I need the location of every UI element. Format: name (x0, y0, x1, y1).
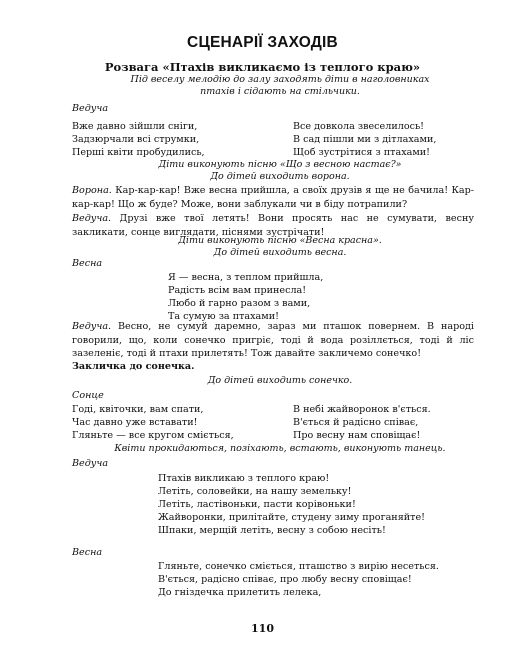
verse-line: Перші квіти пробудились, (72, 147, 205, 158)
role-label-vesna-2: Весна (72, 547, 103, 558)
event-title: Розвага «Птахів викликаємо із теплого краю» (104, 60, 421, 74)
direction-line: До дітей виходить сонечко. (207, 375, 353, 386)
verse-line: Все довкола звеселилось! (293, 121, 425, 132)
verse-line: В'ється, радісно співає, про любу весну сповіщає! (158, 574, 412, 585)
direction-line: птахів і сідають на стільчики. (200, 86, 360, 97)
paragraph-text: Кар-кар-кар! Вже весна прийшла, а своїх друзів я ще не бачила! Кар-кар-кар! Що ж буде? Може, вони заблукали чи в біду потрапили? (72, 185, 474, 210)
page-number: 110 (251, 622, 274, 635)
speaker-name: Ведуча. (72, 321, 112, 332)
paragraph-text: Друзі вже твої летять! Вони просять нас не сумувати, весну закликати, сонце виглядати, піснями зустрічати! (72, 213, 474, 238)
paragraph-vorona (72, 184, 474, 211)
verse-line: Про весну нам сповіщає! (293, 430, 421, 441)
stage-direction-2 (70, 159, 490, 183)
verse-line: Час давно уже вставати! (72, 417, 198, 428)
verse-2-right (293, 403, 431, 442)
speaker-name: Ведуча. (72, 213, 112, 224)
role-label-vedycha-2: Ведуча (72, 458, 109, 469)
verse-line: До гніздечка прилетить лелека, (158, 587, 322, 598)
verse-line: В сад пішли ми з дітлахами, (293, 134, 437, 145)
verse-1-left (72, 120, 205, 159)
verse-2-left (72, 403, 234, 442)
direction-line: Діти виконують пісню «Що з весною настає?» (158, 159, 402, 170)
direction-line: Під веселу мелодію до залу заходять діти в наголовниках (130, 74, 430, 85)
verse-line: Я — весна, з теплом прийшла, (168, 272, 324, 283)
verse-line: Любо й гарно разом з вами, (168, 298, 311, 309)
verse-vesna (168, 271, 323, 323)
verse-vedycha-3 (158, 472, 425, 537)
verse-line: В'ється й радісно співає, (293, 417, 419, 428)
verse-vesna-2 (158, 560, 439, 599)
verse-line: В небі жайворонок в'ється. (293, 404, 431, 415)
verse-line: Гляньте — все кругом сміється, (72, 430, 234, 441)
direction-line: До дітей виходить ворона. (210, 171, 350, 182)
verse-1-right (293, 120, 436, 159)
stage-direction-4 (70, 375, 490, 387)
verse-line: Шпаки, мерщій летіть, весну з собою несіть! (158, 525, 386, 536)
verse-line: Вже давно зійшли сніги, (72, 121, 198, 132)
direction-line: До дітей виходить весна. (213, 247, 347, 258)
stage-direction-3 (70, 235, 490, 259)
verse-line: Птахів викликаю з теплого краю! (158, 473, 330, 484)
page-heading: СЦЕНАРІЇ ЗАХОДІВ (187, 34, 338, 51)
verse-line: Летіть, соловейки, на нашу земельку! (158, 486, 352, 497)
stage-direction-intro (70, 74, 490, 98)
speaker-name: Ворона. (72, 185, 112, 196)
verse-line: Годі, квіточки, вам спати, (72, 404, 204, 415)
verse-line: Жайворонки, прилітайте, студену зиму проганяйте! (158, 512, 425, 523)
verse-line: Задзюрчали всі струмки, (72, 134, 200, 145)
stage-direction-5 (70, 443, 490, 455)
verse-line: Та сумую за птахами! (168, 311, 279, 322)
paragraph-text: Весно, не сумуй даремно, зараз ми пташок повернем. В народі говорили, що, коли сонечко пригріє, тоді й вода розіллється, тоді й ліс зазеленіє, тоді й птахи прилетять! Тож давайте закличемо сонечко! (72, 321, 474, 359)
verse-line: Щоб зустрітися з птахами! (293, 147, 431, 158)
paragraph-vedycha-2 (72, 320, 474, 361)
verse-line: Радість всім вам принесла! (168, 285, 307, 296)
role-label-vesna: Весна (72, 258, 103, 269)
section-zaklychka: Закличка до сонечка. (72, 361, 195, 372)
verse-line: Гляньте, сонечко сміється, пташство з вирію несеться. (158, 561, 439, 572)
verse-line: Летіть, ластівоньки, пасти корівоньки! (158, 499, 356, 510)
direction-line: Квіти прокидаються, позіхають, встають, виконують танець. (114, 443, 446, 454)
role-label-vedycha: Ведуча (72, 103, 109, 114)
direction-line: Діти виконують пісню «Весна красна». (178, 235, 382, 246)
role-label-sontse: Сонце (72, 390, 104, 401)
